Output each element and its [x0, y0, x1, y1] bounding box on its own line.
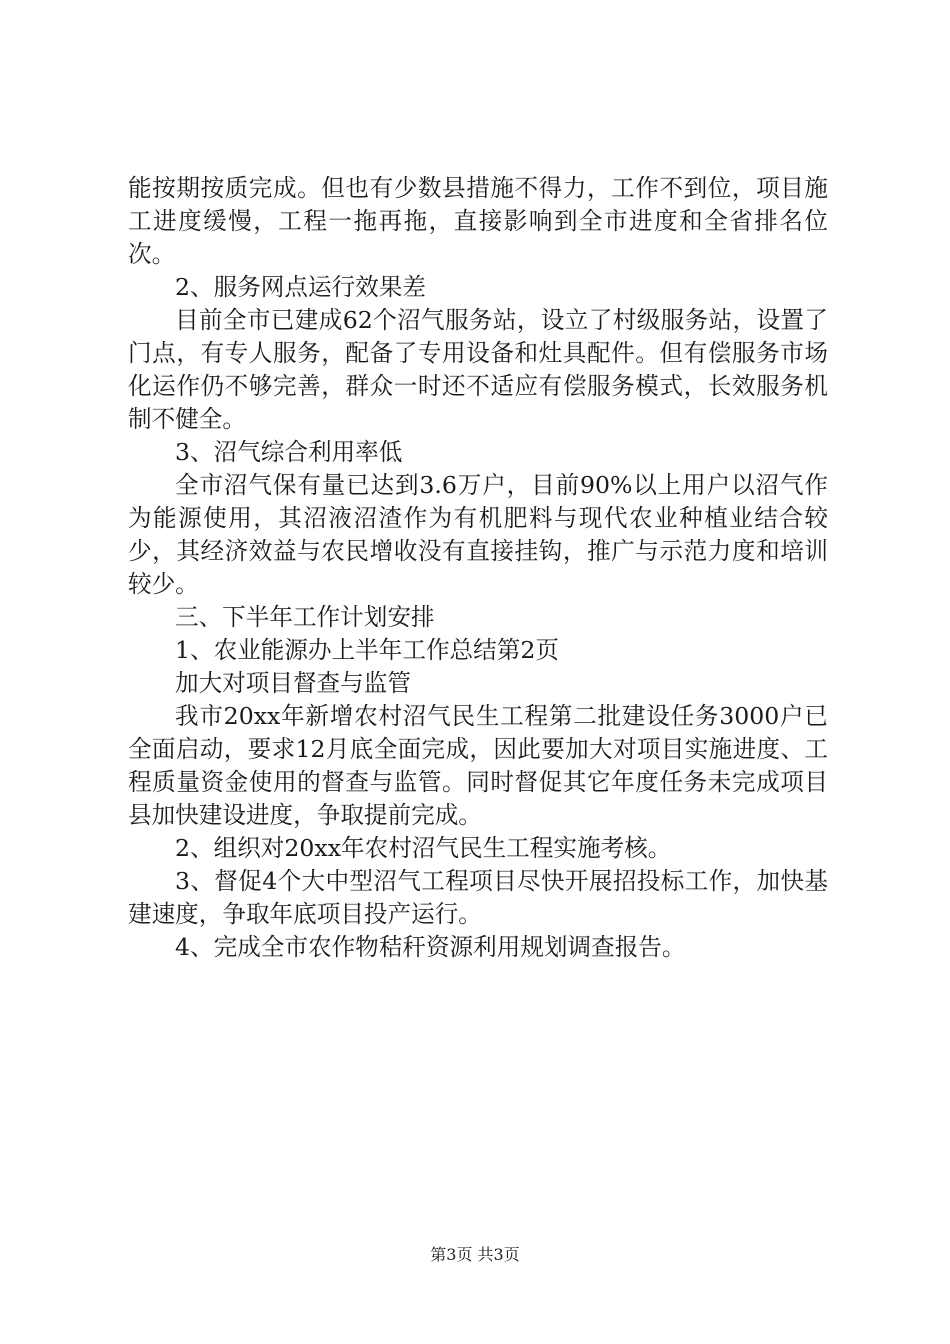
page-number-footer: 第3页 共3页	[430, 1245, 520, 1264]
plan-item-1-title: 加大对项目督查与监管	[175, 669, 411, 697]
plan-item-4: 4、完成全市农作物秸秆资源利用规划调查报告。	[175, 933, 686, 961]
document-body	[128, 172, 828, 964]
plan-item-2: 2、组织对20xx年农村沼气民生工程实施考核。	[175, 834, 672, 862]
paragraph-project-supervision: 我市20xx年新增农村沼气民生工程第二批建设任务3000户已全面启动，要求12月底全面完成，因此要加大对项目实施进度、工程质量资金使用的督查与监管。同时督促其它年度任务未完成项目县加快建设进度，争取提前完成。	[128, 702, 828, 829]
subheading-service-network: 2、服务网点运行效果差	[175, 273, 426, 301]
plan-item-3: 3、督促4个大中型沼气工程项目尽快开展招投标工作，加快基建速度，争取年底项目投产运行。	[128, 867, 828, 928]
plan-item-1: 1、农业能源办上半年工作总结第2页	[175, 636, 559, 664]
section-heading-work-plan: 三、下半年工作计划安排	[175, 603, 435, 631]
paragraph-biogas-usage: 全市沼气保有量已达到3.6万户，目前90%以上用户以沼气作为能源使用，其沼液沼渣作为有机肥料与现代农业种植业结合较少，其经济效益与农民增收没有直接挂钩，推广与示范力度和培训较少。	[128, 471, 828, 598]
subheading-biogas-utilization: 3、沼气综合利用率低	[175, 438, 403, 466]
paragraph-service-stations: 目前全市已建成62个沼气服务站，设立了村级服务站，设置了门点，有专人服务，配备了专用设备和灶具配件。但有偿服务市场化运作仍不够完善，群众一时还不适应有偿服务模式，长效服务机制不健全。	[128, 306, 828, 433]
paragraph-continuation: 能按期按质完成。但也有少数县措施不得力，工作不到位，项目施工进度缓慢，工程一拖再拖，直接影响到全市进度和全省排名位次。	[128, 174, 828, 268]
